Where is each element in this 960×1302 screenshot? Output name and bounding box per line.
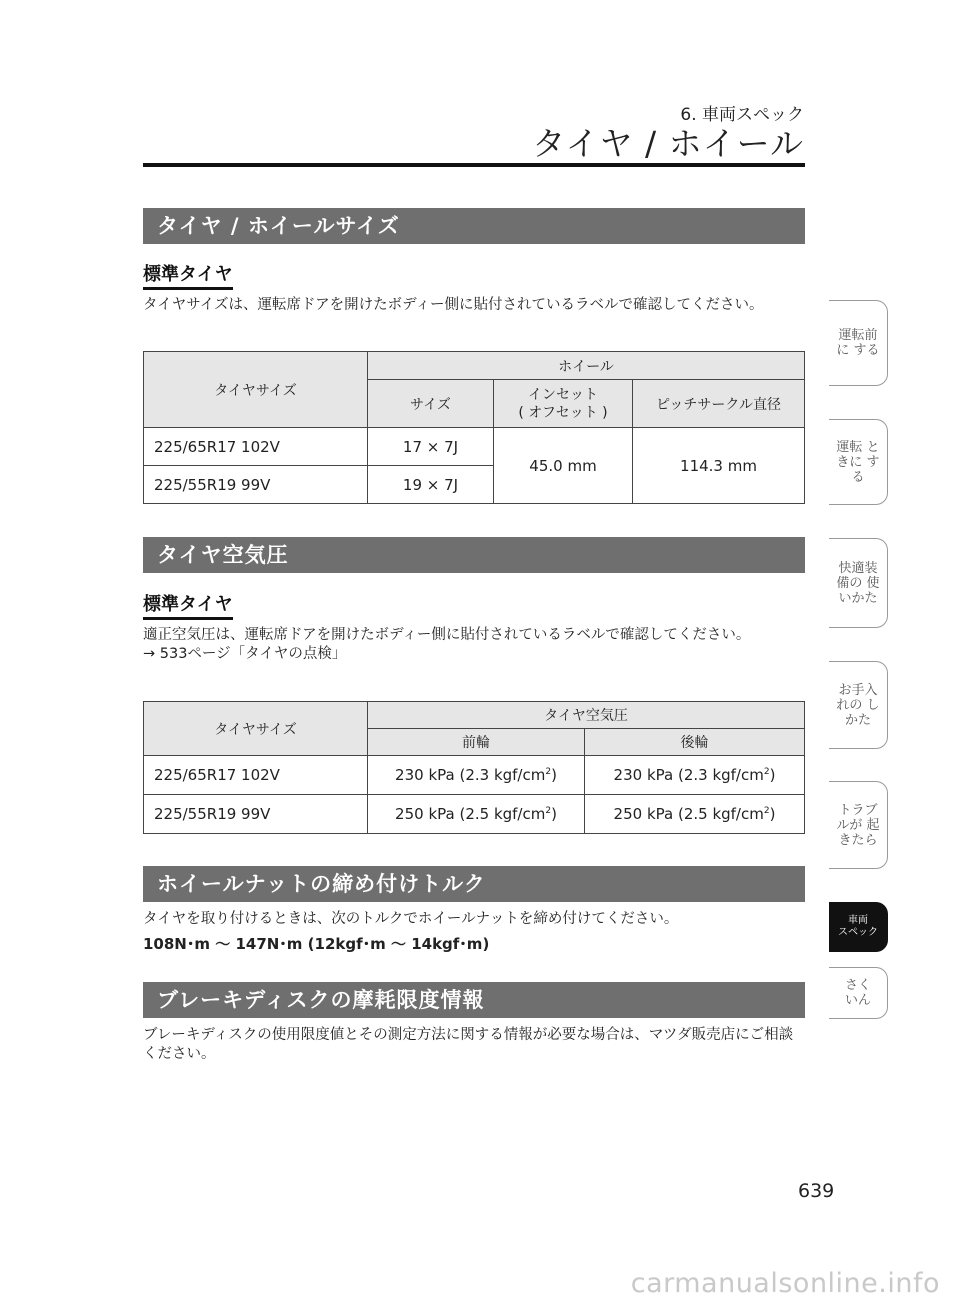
side-tab-label: トラブルが 起きたら [836, 802, 880, 848]
cell-inset: 45.0 mm [494, 428, 633, 504]
side-tab-before-driving[interactable] [829, 300, 888, 386]
unit-superscript: 2 [763, 767, 770, 777]
watermark: carmanualsonline.info [630, 1268, 940, 1299]
cell-rear-pressure-2 [585, 795, 805, 834]
side-tab-label: 運転 ときに する [836, 439, 880, 485]
paragraph-text-4: ブレーキディスクの使用限度値とその測定方法に関する情報が必要な場合は、マツダ販売店にご相談ください。 [143, 1027, 794, 1062]
paragraph-tire-size [143, 296, 805, 315]
page-title: タイヤ / ホイール [532, 124, 804, 163]
side-tab-label: 車両 スペック [838, 915, 878, 938]
page-number: 639 [798, 1180, 835, 1202]
header-rear: 後輪 [585, 729, 805, 756]
header-front: 前輪 [368, 729, 585, 756]
subheading-standard-tire: 標準タイヤ [143, 264, 233, 290]
side-tab-when-driving[interactable] [829, 419, 888, 505]
side-tab-maintenance[interactable] [829, 661, 888, 749]
paragraph-text: タイヤサイズは、運転席ドアを開けたボディー側に貼付されているラベルで確認してください。 [143, 297, 764, 313]
unit-superscript: 2 [545, 806, 552, 816]
header-size [368, 380, 494, 428]
cell-tire-size-p1: 225/65R17 102V [144, 756, 368, 795]
section-heading-wheel-nut-torque: ホイールナットの締め付けトルク [143, 866, 805, 902]
header-tire-size: タイヤサイズ [144, 352, 368, 428]
cell-wheel-size-2: 19 × 7J [368, 466, 494, 504]
page-reference: → 533ページ「タイヤの点検」 [143, 646, 347, 662]
rear-pressure-value: 250 kPa (2.5 kgf/cm [613, 805, 764, 823]
cell-front-pressure-1 [368, 756, 585, 795]
cell-rear-pressure-1 [585, 756, 805, 795]
header-wheel: ホイール [368, 352, 805, 380]
header-size-text: サイズ [410, 396, 451, 413]
rear-pressure-value: 230 kPa (2.3 kgf/cm [613, 766, 764, 784]
section-heading-tire-wheel-size: タイヤ / ホイールサイズ [143, 208, 805, 244]
cell-tire-size-2: 225/55R19 99V [144, 466, 368, 504]
side-tab-label: お手入れの しかた [836, 682, 880, 728]
header-pcd: ピッチサークル直径 [633, 380, 805, 428]
chapter-label: 6. 車両スペック [680, 105, 804, 125]
side-tab-label: さくいん [844, 978, 871, 1008]
torque-value: 108N･m 〜 147N･m (12kgf･m 〜 14kgf･m) [143, 935, 490, 953]
header-tire-size-2: タイヤサイズ [144, 702, 368, 756]
section-heading-tire-pressure: タイヤ空気圧 [143, 537, 805, 573]
cell-front-pressure-2 [368, 795, 585, 834]
close-paren: ) [551, 766, 557, 784]
paragraph-brake-disc [143, 1026, 805, 1064]
header-inset-line1: インセット [528, 386, 598, 403]
side-tab-label: 快適装備の 使いかた [836, 560, 880, 606]
header-inset-line2: ( オフセット ) [518, 404, 608, 421]
cell-tire-size-1: 225/65R17 102V [144, 428, 368, 466]
paragraph-text-2: 適正空気圧は、運転席ドアを開けたボディー側に貼付されているラベルで確認してください。 [143, 627, 751, 643]
header-inset [494, 380, 633, 428]
side-tab-vehicle-specs[interactable] [829, 902, 888, 952]
tire-pressure-table [143, 701, 805, 834]
tire-wheel-size-table [143, 351, 805, 504]
header-tire-pressure: タイヤ空気圧 [368, 702, 805, 729]
section-heading-brake-disc: ブレーキディスクの摩耗限度情報 [143, 982, 805, 1018]
paragraph-tire-pressure [143, 626, 805, 664]
close-paren: ) [769, 766, 776, 784]
side-tab-troubleshooting[interactable] [829, 781, 888, 869]
title-rule [143, 163, 805, 167]
paragraph-torque [143, 910, 805, 954]
close-paren: ) [551, 805, 557, 823]
side-tab-label: 運転前に する [836, 328, 880, 358]
subheading-standard-tire-2: 標準タイヤ [143, 594, 233, 620]
cell-tire-size-p2: 225/55R19 99V [144, 795, 368, 834]
paragraph-text-3: タイヤを取り付けるときは、次のトルクでホイールナットを締め付けてください。 [143, 911, 679, 927]
side-tab-index[interactable] [829, 967, 888, 1019]
side-tab-comfort-features[interactable] [829, 538, 888, 628]
front-pressure-value: 230 kPa (2.3 kgf/cm [395, 766, 546, 784]
cell-wheel-size-1: 17 × 7J [368, 428, 494, 466]
unit-superscript: 2 [763, 806, 770, 816]
unit-superscript: 2 [545, 767, 552, 777]
close-paren: ) [769, 805, 776, 823]
front-pressure-value: 250 kPa (2.5 kgf/cm [395, 805, 546, 823]
cell-pcd: 114.3 mm [633, 428, 805, 504]
